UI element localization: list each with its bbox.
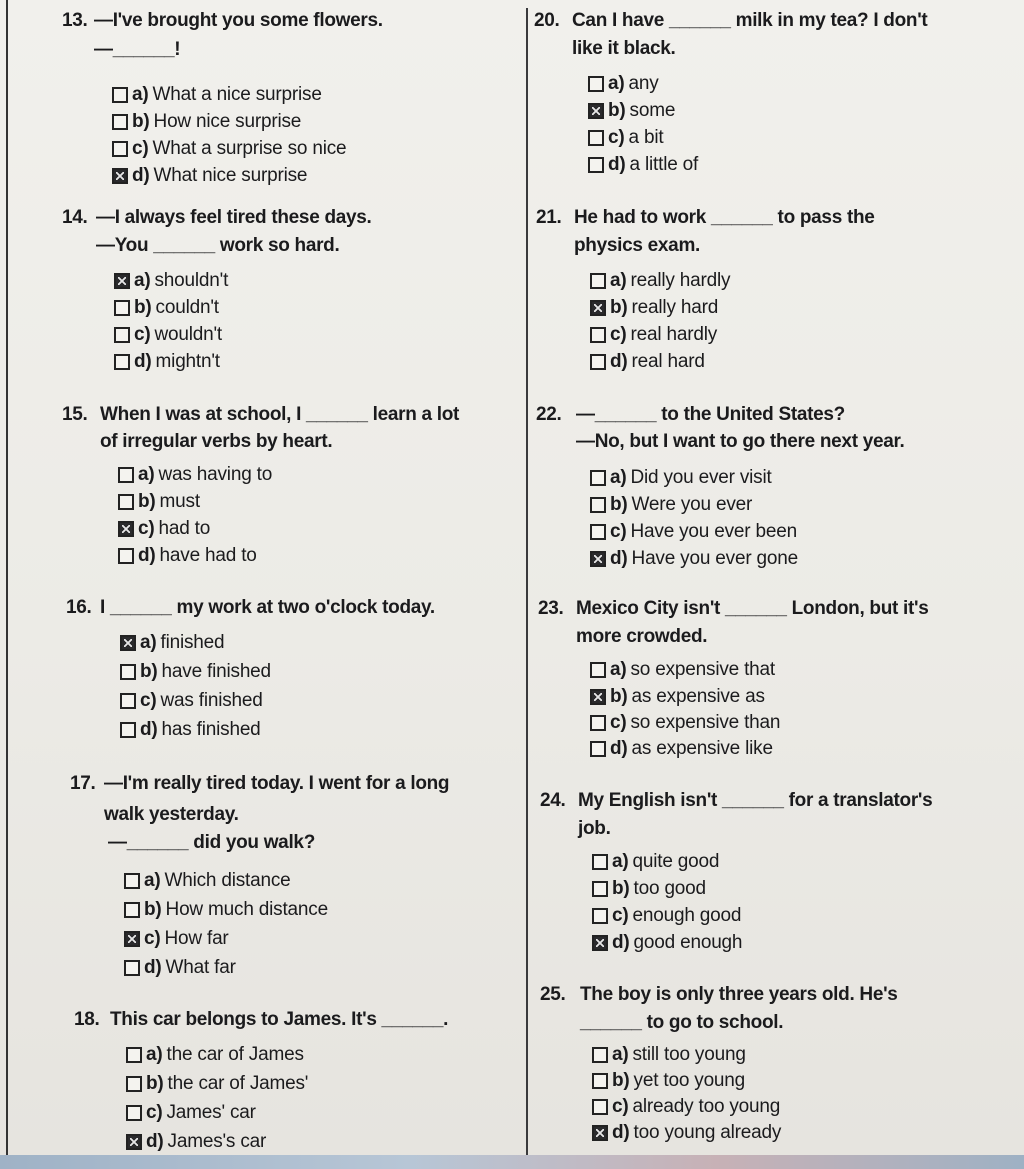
empty-checkbox-icon[interactable] bbox=[588, 76, 604, 92]
option-text: really hard bbox=[631, 297, 719, 318]
empty-checkbox-icon[interactable] bbox=[590, 715, 606, 731]
option-text: James's car bbox=[167, 1131, 267, 1152]
answer-option-d[interactable] bbox=[592, 932, 742, 954]
option-letter: a) bbox=[612, 1044, 629, 1065]
empty-checkbox-icon[interactable] bbox=[126, 1076, 142, 1092]
empty-checkbox-icon[interactable] bbox=[126, 1105, 142, 1121]
option-letter: c) bbox=[134, 324, 151, 345]
option-text: so expensive that bbox=[630, 659, 775, 680]
option-letter: c) bbox=[610, 712, 627, 733]
column-divider bbox=[526, 8, 528, 1158]
empty-checkbox-icon[interactable] bbox=[112, 87, 128, 103]
question-stem-line: Mexico City isn't ______ London, but it's bbox=[576, 598, 929, 619]
option-text: as expensive like bbox=[631, 738, 773, 759]
answer-option-c[interactable] bbox=[126, 1102, 256, 1124]
option-letter: c) bbox=[132, 138, 149, 159]
answer-option-c[interactable] bbox=[592, 905, 741, 927]
empty-checkbox-icon[interactable] bbox=[590, 741, 606, 757]
empty-checkbox-icon[interactable] bbox=[120, 664, 136, 680]
empty-checkbox-icon[interactable] bbox=[112, 141, 128, 157]
question-stem-line: Can I have ______ milk in my tea? I don't bbox=[572, 10, 928, 31]
answer-option-c[interactable] bbox=[120, 690, 263, 712]
option-text: too young already bbox=[633, 1122, 782, 1143]
answer-option-d[interactable] bbox=[592, 1122, 781, 1144]
option-letter: d) bbox=[138, 545, 156, 566]
empty-checkbox-icon[interactable] bbox=[118, 548, 134, 564]
checked-checkbox-icon[interactable] bbox=[112, 168, 128, 184]
empty-checkbox-icon[interactable] bbox=[118, 467, 134, 483]
option-letter: d) bbox=[612, 932, 630, 953]
answer-option-b[interactable] bbox=[124, 899, 328, 921]
answer-option-d[interactable] bbox=[120, 719, 261, 741]
answer-option-a[interactable] bbox=[124, 870, 291, 892]
checked-checkbox-icon[interactable] bbox=[590, 551, 606, 567]
empty-checkbox-icon[interactable] bbox=[590, 470, 606, 486]
answer-option-a[interactable] bbox=[590, 659, 775, 681]
answer-option-c[interactable] bbox=[590, 712, 780, 734]
option-text: finished bbox=[160, 632, 225, 653]
checked-checkbox-icon[interactable] bbox=[120, 635, 136, 651]
option-text: shouldn't bbox=[154, 270, 229, 291]
question-number: 13. bbox=[62, 10, 88, 31]
option-text: the car of James bbox=[166, 1044, 304, 1065]
question-stem-line: —I've brought you some flowers. bbox=[94, 10, 383, 31]
empty-checkbox-icon[interactable] bbox=[114, 300, 130, 316]
empty-checkbox-icon[interactable] bbox=[588, 157, 604, 173]
option-text: a bit bbox=[628, 127, 664, 148]
option-letter: c) bbox=[608, 127, 625, 148]
option-letter: b) bbox=[610, 494, 628, 515]
option-text: What a nice surprise bbox=[152, 84, 322, 105]
option-letter: a) bbox=[144, 870, 161, 891]
answer-option-b[interactable] bbox=[588, 100, 675, 122]
question-number: 24. bbox=[540, 790, 566, 811]
option-text: was having to bbox=[158, 464, 273, 485]
option-letter: d) bbox=[134, 351, 152, 372]
empty-checkbox-icon[interactable] bbox=[124, 960, 140, 976]
option-letter: d) bbox=[610, 351, 628, 372]
answer-option-d[interactable] bbox=[118, 545, 257, 567]
empty-checkbox-icon[interactable] bbox=[588, 130, 604, 146]
answer-option-c[interactable] bbox=[124, 928, 229, 950]
option-text: What a surprise so nice bbox=[152, 138, 347, 159]
answer-option-c[interactable] bbox=[114, 324, 222, 346]
checked-checkbox-icon[interactable] bbox=[590, 300, 606, 316]
question-number: 25. bbox=[540, 984, 566, 1005]
option-letter: d) bbox=[132, 165, 150, 186]
question-stem-line: —______! bbox=[94, 39, 181, 60]
option-text: have had to bbox=[159, 545, 257, 566]
option-letter: d) bbox=[610, 738, 628, 759]
empty-checkbox-icon[interactable] bbox=[112, 114, 128, 130]
answer-option-b[interactable] bbox=[592, 1070, 745, 1092]
option-text: was finished bbox=[160, 690, 263, 711]
question-number: 14. bbox=[62, 207, 88, 228]
empty-checkbox-icon[interactable] bbox=[590, 327, 606, 343]
option-letter: c) bbox=[146, 1102, 163, 1123]
question-stem-line: walk yesterday. bbox=[104, 804, 239, 825]
option-letter: b) bbox=[138, 491, 156, 512]
question-number: 23. bbox=[538, 598, 564, 619]
question-stem-line: physics exam. bbox=[574, 235, 701, 256]
option-letter: d) bbox=[144, 957, 162, 978]
option-letter: b) bbox=[612, 878, 630, 899]
option-letter: c) bbox=[610, 521, 627, 542]
option-letter: b) bbox=[146, 1073, 164, 1094]
option-letter: d) bbox=[146, 1131, 164, 1152]
answer-option-d[interactable] bbox=[590, 548, 798, 570]
option-text: real hardly bbox=[630, 324, 718, 345]
option-text: a little of bbox=[629, 154, 699, 175]
checked-checkbox-icon[interactable] bbox=[124, 931, 140, 947]
question-number: 20. bbox=[534, 10, 560, 31]
option-letter: d) bbox=[612, 1122, 630, 1143]
answer-option-b[interactable] bbox=[590, 297, 718, 319]
option-letter: a) bbox=[132, 84, 149, 105]
option-letter: a) bbox=[610, 270, 627, 291]
option-letter: a) bbox=[138, 464, 155, 485]
question-stem-line: When I was at school, I ______ learn a lot bbox=[100, 404, 460, 425]
option-letter: a) bbox=[608, 73, 625, 94]
option-text: What far bbox=[165, 957, 236, 978]
option-text: quite good bbox=[632, 851, 720, 872]
answer-option-b[interactable] bbox=[112, 111, 301, 133]
option-letter: d) bbox=[610, 548, 628, 569]
option-text: Have you ever gone bbox=[631, 548, 799, 569]
option-letter: a) bbox=[134, 270, 151, 291]
option-text: real hard bbox=[631, 351, 705, 372]
option-letter: c) bbox=[612, 1096, 629, 1117]
empty-checkbox-icon[interactable] bbox=[590, 273, 606, 289]
question-number: 17. bbox=[70, 773, 96, 794]
option-text: How much distance bbox=[165, 899, 328, 920]
question-number: 16. bbox=[66, 597, 92, 618]
option-letter: a) bbox=[610, 659, 627, 680]
answer-option-a[interactable] bbox=[126, 1044, 304, 1066]
option-text: James' car bbox=[166, 1102, 256, 1123]
checked-checkbox-icon[interactable] bbox=[126, 1134, 142, 1150]
empty-checkbox-icon[interactable] bbox=[592, 1047, 608, 1063]
option-text: Which distance bbox=[164, 870, 291, 891]
empty-checkbox-icon[interactable] bbox=[120, 693, 136, 709]
empty-checkbox-icon[interactable] bbox=[592, 854, 608, 870]
option-text: still too young bbox=[632, 1044, 746, 1065]
answer-option-d[interactable] bbox=[112, 165, 307, 187]
question-stem-line: job. bbox=[578, 818, 611, 839]
empty-checkbox-icon[interactable] bbox=[590, 662, 606, 678]
answer-option-d[interactable] bbox=[590, 738, 773, 760]
option-text: couldn't bbox=[155, 297, 219, 318]
checked-checkbox-icon[interactable] bbox=[588, 103, 604, 119]
option-letter: c) bbox=[140, 690, 157, 711]
option-text: really hardly bbox=[630, 270, 731, 291]
empty-checkbox-icon[interactable] bbox=[590, 497, 606, 513]
option-letter: a) bbox=[610, 467, 627, 488]
empty-checkbox-icon[interactable] bbox=[590, 524, 606, 540]
option-letter: a) bbox=[146, 1044, 163, 1065]
answer-option-d[interactable] bbox=[124, 957, 236, 979]
answer-option-b[interactable] bbox=[118, 491, 200, 513]
answer-option-a[interactable] bbox=[588, 73, 659, 95]
option-text: How nice surprise bbox=[153, 111, 302, 132]
question-number: 22. bbox=[536, 404, 562, 425]
option-text: any bbox=[628, 73, 659, 94]
empty-checkbox-icon[interactable] bbox=[124, 873, 140, 889]
option-letter: a) bbox=[140, 632, 157, 653]
answer-option-a[interactable] bbox=[118, 464, 272, 486]
option-letter: b) bbox=[608, 100, 626, 121]
answer-option-b[interactable] bbox=[114, 297, 219, 319]
answer-option-a[interactable] bbox=[120, 632, 224, 654]
option-letter: c) bbox=[612, 905, 629, 926]
answer-option-a[interactable] bbox=[114, 270, 228, 292]
question-stem-line: —I'm really tired today. I went for a long bbox=[104, 773, 450, 794]
option-letter: c) bbox=[610, 324, 627, 345]
answer-option-b[interactable] bbox=[590, 494, 752, 516]
option-text: too good bbox=[633, 878, 706, 899]
answer-option-c[interactable] bbox=[588, 127, 663, 149]
option-letter: b) bbox=[610, 297, 628, 318]
option-letter: b) bbox=[134, 297, 152, 318]
option-text: How far bbox=[164, 928, 229, 949]
answer-option-b[interactable] bbox=[120, 661, 271, 683]
question-stem-line: The boy is only three years old. He's bbox=[580, 984, 898, 1005]
empty-checkbox-icon[interactable] bbox=[592, 881, 608, 897]
answer-option-a[interactable] bbox=[592, 1044, 746, 1066]
option-letter: b) bbox=[612, 1070, 630, 1091]
option-letter: b) bbox=[610, 686, 628, 707]
option-letter: c) bbox=[144, 928, 161, 949]
option-text: as expensive as bbox=[631, 686, 765, 707]
answer-option-d[interactable] bbox=[590, 351, 705, 373]
option-text: Were you ever bbox=[631, 494, 753, 515]
question-stem-line: more crowded. bbox=[576, 626, 708, 647]
option-text: had to bbox=[158, 518, 211, 539]
question-stem-line: of irregular verbs by heart. bbox=[100, 431, 333, 452]
checked-checkbox-icon[interactable] bbox=[592, 1125, 608, 1141]
question-stem-line: This car belongs to James. It's ______. bbox=[110, 1009, 449, 1030]
answer-option-a[interactable] bbox=[592, 851, 719, 873]
empty-checkbox-icon[interactable] bbox=[126, 1047, 142, 1063]
option-letter: d) bbox=[140, 719, 158, 740]
question-stem-line: —______ to the United States? bbox=[576, 404, 845, 425]
option-text: good enough bbox=[633, 932, 743, 953]
answer-option-b[interactable] bbox=[590, 686, 765, 708]
option-text: What nice surprise bbox=[153, 165, 308, 186]
question-stem-line: —I always feel tired these days. bbox=[96, 207, 372, 228]
empty-checkbox-icon[interactable] bbox=[124, 902, 140, 918]
answer-option-c[interactable] bbox=[590, 521, 797, 543]
option-letter: a) bbox=[612, 851, 629, 872]
checked-checkbox-icon[interactable] bbox=[114, 273, 130, 289]
option-text: mightn't bbox=[155, 351, 220, 372]
screen-bottom-edge bbox=[0, 1155, 1024, 1169]
option-text: must bbox=[159, 491, 200, 512]
question-number: 18. bbox=[74, 1009, 100, 1030]
answer-option-d[interactable] bbox=[114, 351, 220, 373]
empty-checkbox-icon[interactable] bbox=[590, 354, 606, 370]
answer-option-c[interactable] bbox=[592, 1096, 780, 1118]
empty-checkbox-icon[interactable] bbox=[592, 908, 608, 924]
empty-checkbox-icon[interactable] bbox=[118, 494, 134, 510]
option-text: the car of James' bbox=[167, 1073, 309, 1094]
checked-checkbox-icon[interactable] bbox=[590, 689, 606, 705]
answer-option-c[interactable] bbox=[112, 138, 346, 160]
option-text: have finished bbox=[161, 661, 271, 682]
answer-option-b[interactable] bbox=[126, 1073, 308, 1095]
question-stem-line: I ______ my work at two o'clock today. bbox=[100, 597, 435, 618]
answer-option-d[interactable] bbox=[126, 1131, 266, 1153]
question-number: 15. bbox=[62, 404, 88, 425]
left-edge-border bbox=[6, 0, 8, 1169]
answer-option-a[interactable] bbox=[590, 467, 772, 489]
option-text: so expensive than bbox=[630, 712, 781, 733]
option-letter: c) bbox=[138, 518, 155, 539]
answer-option-a[interactable] bbox=[590, 270, 730, 292]
option-letter: b) bbox=[132, 111, 150, 132]
question-stem-line: —______ did you walk? bbox=[108, 832, 316, 853]
answer-option-c[interactable] bbox=[118, 518, 210, 540]
question-number: 21. bbox=[536, 207, 562, 228]
option-text: enough good bbox=[632, 905, 742, 926]
empty-checkbox-icon[interactable] bbox=[114, 354, 130, 370]
option-text: some bbox=[629, 100, 676, 121]
question-stem-line: ______ to go to school. bbox=[580, 1012, 784, 1033]
answer-option-b[interactable] bbox=[592, 878, 706, 900]
question-stem-line: He had to work ______ to pass the bbox=[574, 207, 875, 228]
answer-option-d[interactable] bbox=[588, 154, 698, 176]
option-letter: b) bbox=[140, 661, 158, 682]
checked-checkbox-icon[interactable] bbox=[592, 935, 608, 951]
answer-option-c[interactable] bbox=[590, 324, 717, 346]
checked-checkbox-icon[interactable] bbox=[118, 521, 134, 537]
option-text: yet too young bbox=[633, 1070, 746, 1091]
option-text: wouldn't bbox=[154, 324, 223, 345]
option-text: already too young bbox=[632, 1096, 781, 1117]
empty-checkbox-icon[interactable] bbox=[120, 722, 136, 738]
empty-checkbox-icon[interactable] bbox=[592, 1099, 608, 1115]
option-text: Did you ever visit bbox=[630, 467, 772, 488]
question-stem-line: —You ______ work so hard. bbox=[96, 235, 340, 256]
empty-checkbox-icon[interactable] bbox=[114, 327, 130, 343]
option-text: has finished bbox=[161, 719, 261, 740]
empty-checkbox-icon[interactable] bbox=[592, 1073, 608, 1089]
question-stem-line: like it black. bbox=[572, 38, 676, 59]
option-letter: d) bbox=[608, 154, 626, 175]
question-stem-line: My English isn't ______ for a translator's bbox=[578, 790, 933, 811]
option-letter: b) bbox=[144, 899, 162, 920]
question-stem-line: —No, but I want to go there next year. bbox=[576, 431, 905, 452]
answer-option-a[interactable] bbox=[112, 84, 322, 106]
option-text: Have you ever been bbox=[630, 521, 797, 542]
